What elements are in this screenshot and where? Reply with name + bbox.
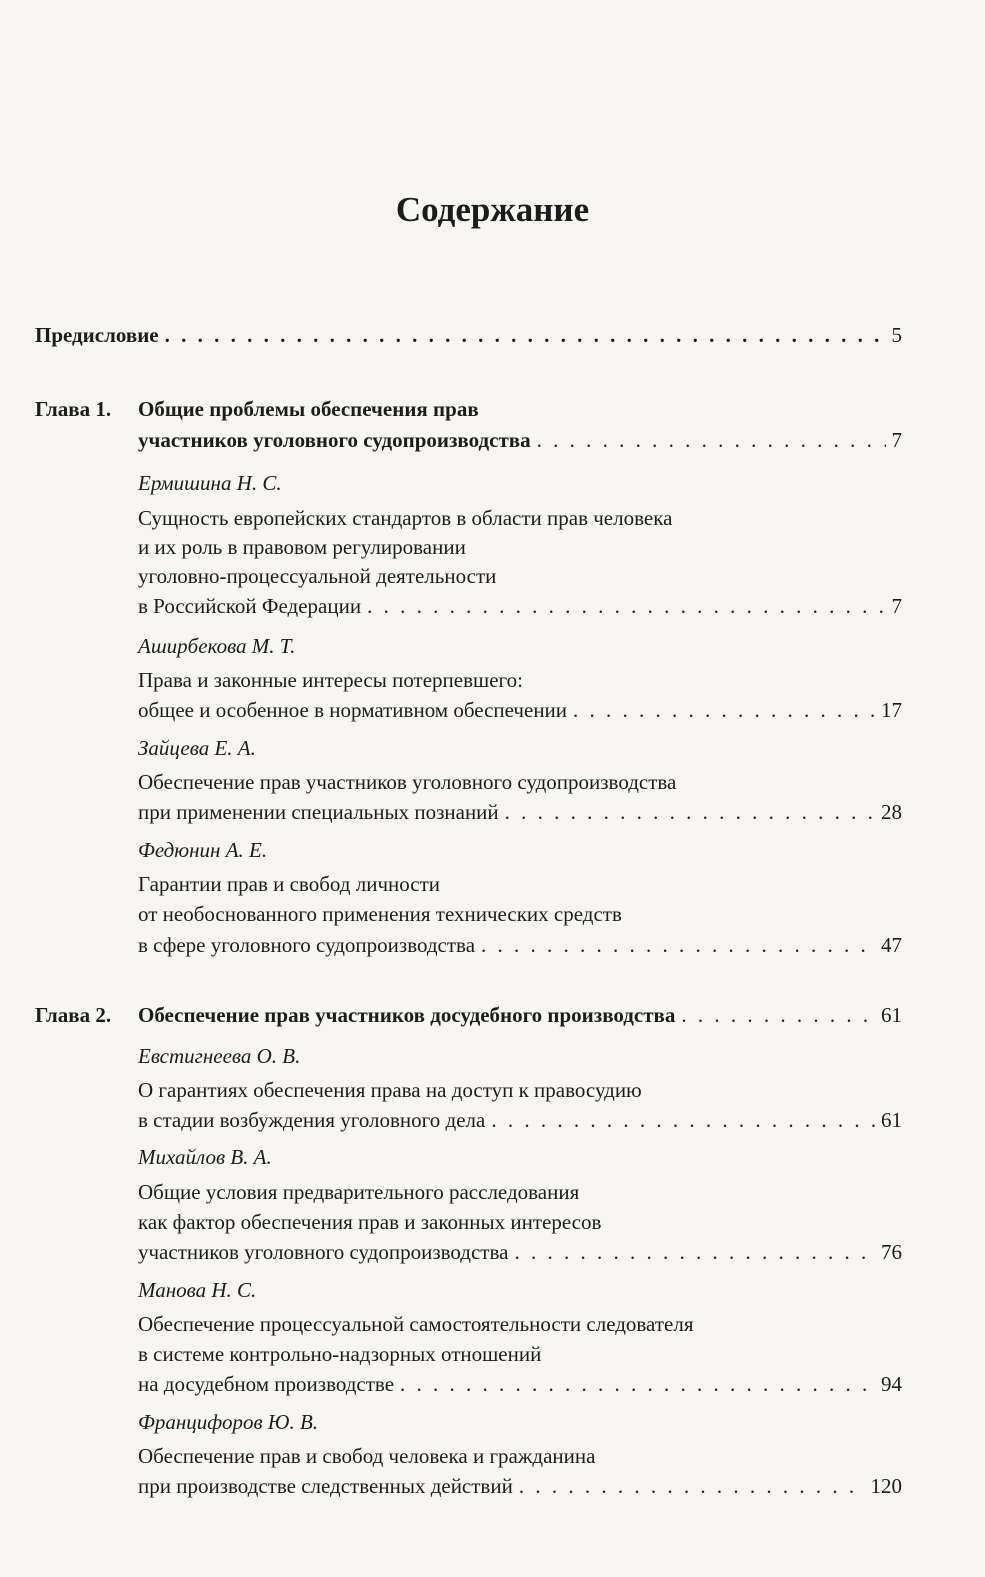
article-title: общее и особенное в нормативном обеспечении [138, 698, 568, 722]
article-author: Федюнин А. Е. [138, 838, 268, 862]
article-title: на досудебном производстве [138, 1372, 395, 1396]
toc-page-number: 61 [881, 1003, 902, 1027]
toc-entry-chapter[interactable] [138, 1003, 902, 1027]
toc-page-number: 61 [881, 1108, 902, 1132]
leader-dots [573, 698, 875, 722]
article-author: Зайцева Е. А. [138, 736, 256, 760]
leader-dots [514, 1240, 875, 1264]
leader-dots [400, 1372, 875, 1396]
chapter-title: участников уголовного судопроизводства [138, 428, 531, 452]
toc-entry-chapter[interactable] [138, 428, 902, 452]
chapter-title[interactable]: Общие проблемы обеспечения прав [138, 397, 479, 421]
toc-entry-article[interactable] [138, 594, 902, 618]
article-title[interactable]: Обеспечение процессуальной самостоятельности следователя [138, 1312, 694, 1336]
toc-entry-article[interactable] [138, 933, 902, 957]
article-title: участников уголовного судопроизводства [138, 1240, 509, 1264]
toc-page-number: 94 [881, 1372, 902, 1396]
article-title: в стадии возбуждения уголовного дела [138, 1108, 486, 1132]
toc-page-number: 120 [870, 1474, 902, 1498]
toc-page-number: 17 [881, 698, 902, 722]
toc-entry-article[interactable] [138, 698, 902, 722]
leader-dots [505, 800, 875, 824]
chapter-label: Глава 1. [35, 397, 112, 421]
article-title[interactable]: в системе контрольно-надзорных отношений [138, 1342, 542, 1366]
leader-dots [367, 594, 885, 618]
toc-entry-article[interactable] [138, 1372, 902, 1396]
leader-dots [481, 933, 875, 957]
toc-page-number: 76 [881, 1240, 902, 1264]
leader-dots [681, 1003, 875, 1027]
article-author: Евстигнеева О. В. [138, 1044, 301, 1068]
article-title[interactable]: Гарантии прав и свобод личности [138, 872, 440, 896]
article-title: при производстве следственных действий [138, 1474, 513, 1498]
toc-entry-article[interactable] [138, 800, 902, 824]
toc-page-number: 28 [881, 800, 902, 824]
article-author: Францифоров Ю. В. [138, 1410, 319, 1434]
article-title[interactable]: как фактор обеспечения прав и законных интересов [138, 1210, 602, 1234]
article-title: при применении специальных познаний [138, 800, 499, 824]
page-title: Содержание [395, 190, 590, 229]
article-title: в сфере уголовного судопроизводства [138, 933, 476, 957]
toc-entry-article[interactable] [138, 1474, 902, 1498]
leader-dots [491, 1108, 875, 1132]
article-title[interactable]: от необоснованного применения технических средств [138, 902, 622, 926]
article-author: Аширбекова М. Т. [138, 634, 296, 658]
leader-dots [519, 1474, 865, 1498]
article-author: Манова Н. С. [138, 1278, 257, 1302]
article-title[interactable]: Общие условия предварительного расследования [138, 1180, 580, 1204]
article-title[interactable]: уголовно-процессуальной деятельности [138, 564, 497, 588]
toc-entry-article[interactable] [138, 1240, 902, 1264]
article-author: Ермишина Н. С. [138, 471, 282, 495]
article-title[interactable]: Обеспечение прав участников уголовного судопроизводства [138, 770, 677, 794]
article-title[interactable]: О гарантиях обеспечения права на доступ к правосудию [138, 1078, 642, 1102]
leader-dots [165, 323, 886, 347]
toc-entry-article[interactable] [138, 1108, 902, 1132]
toc-page-number: 7 [891, 594, 902, 618]
toc-page-number: 5 [891, 323, 902, 347]
toc-page-number: 47 [881, 933, 902, 957]
article-title[interactable]: Сущность европейских стандартов в области прав человека [138, 506, 673, 530]
chapter-label: Глава 2. [35, 1003, 112, 1027]
article-title[interactable]: и их роль в правовом регулировании [138, 535, 466, 559]
article-title[interactable]: Права и законные интересы потерпевшего: [138, 668, 523, 692]
leader-dots [537, 428, 886, 452]
toc-entry-preface[interactable] [35, 323, 902, 347]
article-author: Михайлов В. А. [138, 1145, 272, 1169]
chapter-title: Обеспечение прав участников досудебного производства [138, 1003, 676, 1027]
toc-page-number: 7 [891, 428, 902, 452]
article-title: в Российской Федерации [138, 594, 362, 618]
article-title[interactable]: Обеспечение прав и свобод человека и гражданина [138, 1444, 596, 1468]
toc-entry-label: Предисловие [35, 323, 159, 347]
